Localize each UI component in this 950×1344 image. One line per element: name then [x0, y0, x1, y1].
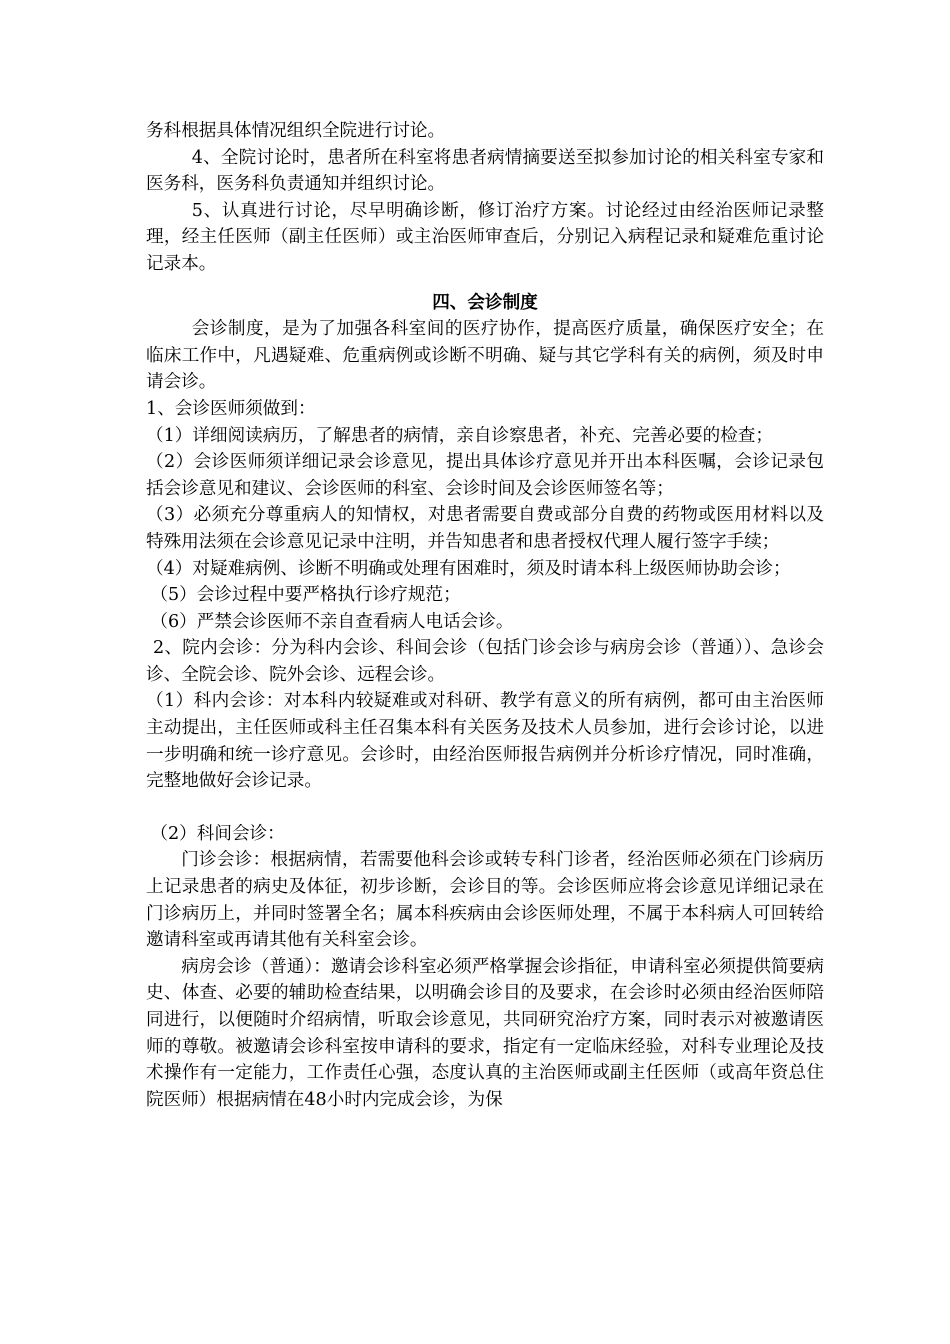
paragraph-item-4: 4、全院讨论时，患者所在科室将患者病情摘要送至拟参加讨论的相关科室专家和医务科，医务科负责通知并组织讨论。	[146, 147, 824, 195]
item2-paragraph: 2、院内会诊：分为科内会诊、科间会诊（包括门诊会诊与病房会诊（普通））、急诊会诊、全院会诊、院外会诊、远程会诊。	[146, 638, 824, 685]
item2-1-paragraph: （1）科内会诊：对本科内较疑难或对科研、教学有意义的所有病例，都可由主治医师主动提出，主任医师或科主任召集本科有关医务及技术人员参加，进行会诊讨论，以进一步明确和统一诊疗意见。会诊时，由经治医师报告病例并分析诊疗情况，同时准确，完整地做好会诊记录。	[146, 691, 824, 792]
section-title: 四、会诊制度	[432, 292, 538, 313]
item1-point-5: （5）会诊过程中要严格执行诊疗规范；	[150, 585, 461, 606]
item1-point-2: （2）会诊医师须详细记录会诊意见，提出具体诊疗意见并开出本科医嘱，会诊记录包括会诊意见和建议、会诊医师的科室、会诊时间及会诊医师签名等；	[146, 452, 824, 499]
paragraph-continued: 务科根据具体情况组织全院进行讨论。	[146, 121, 446, 141]
paragraph-item-5: 5、认真进行讨论，尽早明确诊断，修订治疗方案。讨论经过由经治医师记录整理，经主任医师（副主任医师）或主治医师审查后，分别记入病程记录和疑难危重讨论记录本。	[146, 200, 824, 274]
item1-point-1: （1）详细阅读病历，了解患者的病情，亲自诊察患者，补充、完善必要的检查；	[146, 425, 773, 446]
ward-paragraph: 病房会诊（普通）：邀请会诊科室必须严格掌握会诊指征，申请科室必须提供简要病史、体查、必要的辅助检查结果，以明确会诊目的及要求，在会诊时必须由经治医师陪同进行，以便随时介绍病情，听取会诊意见，共同研究治疗方案，同时表示对被邀请医师的尊敬。被邀请会诊科室按申请科的要求，指定有一定临床经验，对科专业理论及技术操作有一定能力，工作责任心强，态度认真的主治医师或副主任医师（或高年资总住院医师）根据病情在48小时内完成会诊，为保	[146, 956, 824, 1110]
intro-paragraph: 会诊制度，是为了加强各科室间的医疗协作，提高医疗质量，确保医疗安全；在临床工作中，凡遇疑难、危重病例或诊断不明确、疑与其它学科有关的病例，须及时申请会诊。	[146, 319, 824, 393]
item1-point-4: （4）对疑难病例、诊断不明确或处理有困难时，须及时请本科上级医师协助会诊；	[146, 558, 791, 579]
item1-point-6: （6）严禁会诊医师不亲自查看病人电话会诊。	[150, 611, 514, 632]
item1-heading: 1、会诊医师须做到：	[146, 398, 316, 419]
outpatient-paragraph: 门诊会诊：根据病情，若需要他科会诊或转专科门诊者，经治医师必须在门诊病历上记录患者的病史及体征，初步诊断，会诊目的等。会诊医师应将会诊意见详细记录在门诊病历上，并同时签署全名；属本科疾病由会诊医师处理，不属于本科病人可回转给邀请科室或再请其他有关科室会诊。	[146, 850, 824, 951]
item2-2-heading: （2）科间会诊：	[150, 823, 285, 844]
document-page	[146, 118, 824, 1113]
item1-point-3: （3）必须充分尊重病人的知情权，对患者需要自费或部分自费的药物或医用材料以及特殊用法须在会诊意见记录中注明，并告知患者和患者授权代理人履行签字手续；	[146, 505, 824, 552]
blank-line	[146, 795, 824, 821]
